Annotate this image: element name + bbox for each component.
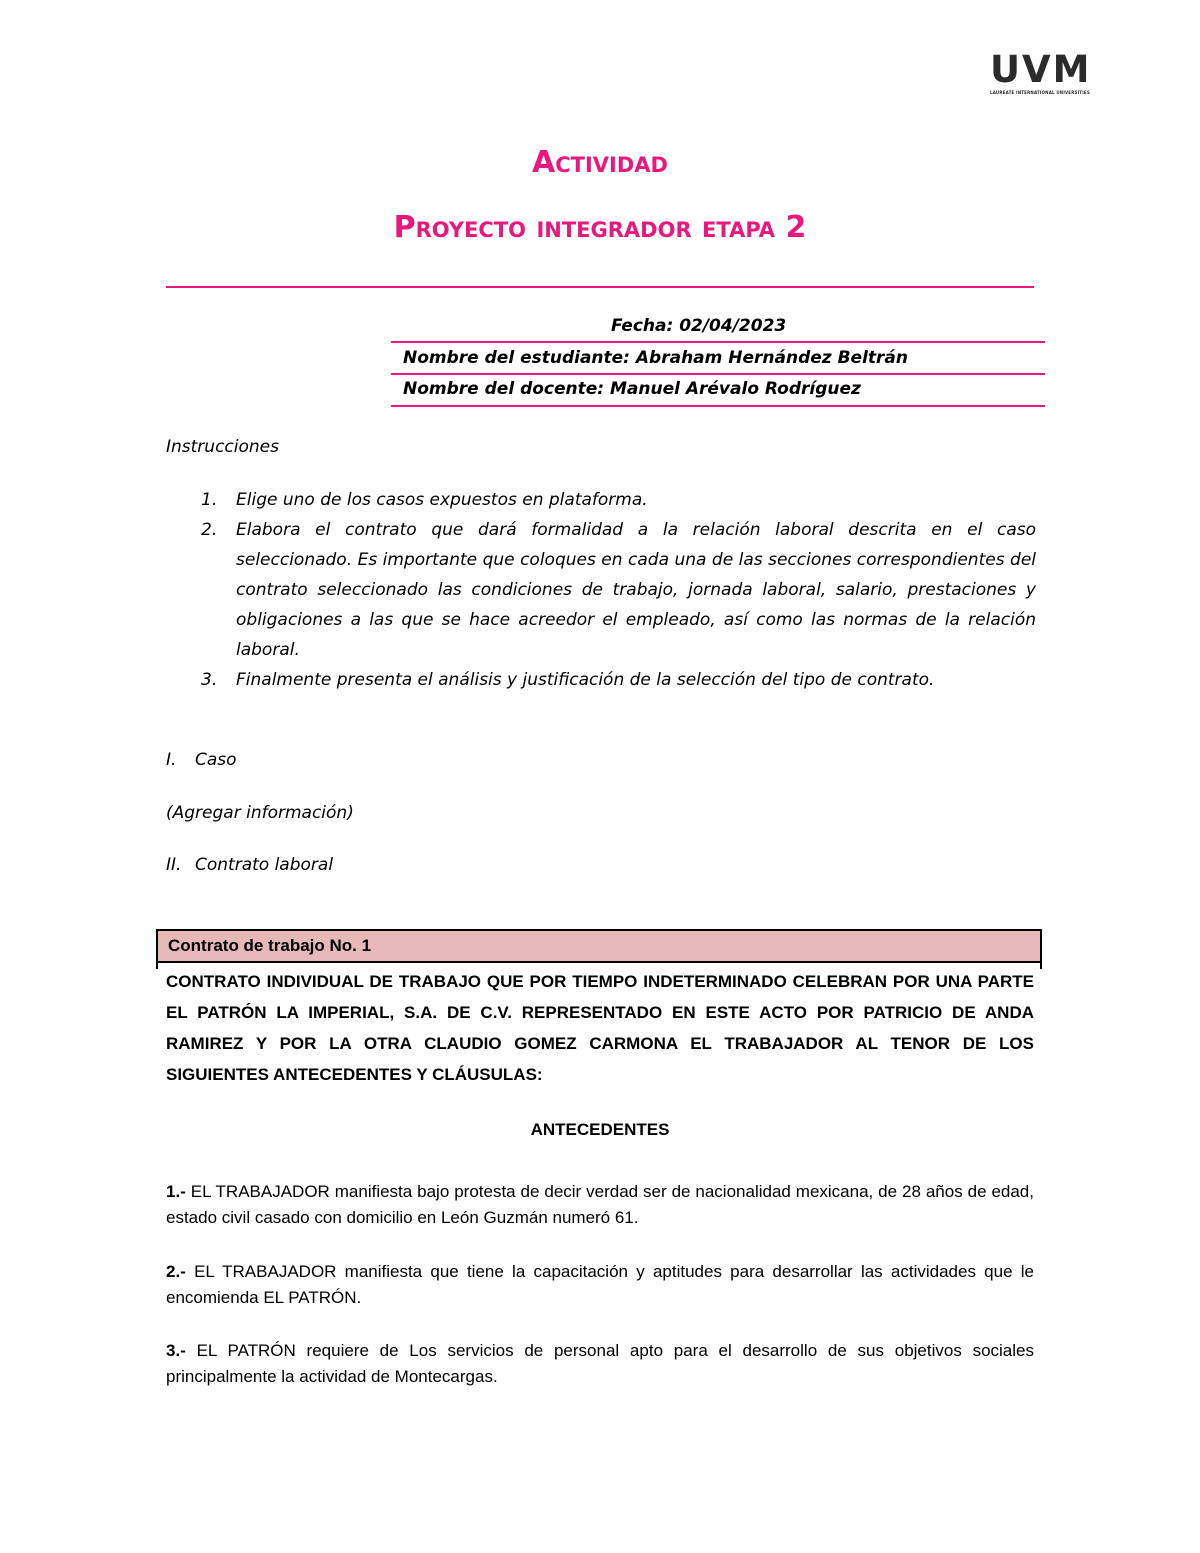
list-item: 1. Elige uno de los casos expuestos en plataforma. (201, 490, 648, 510)
antecedente-item: 3.- EL PATRÓN requiere de Los servicios de personal apto para el desarrollo de sus objetivos sociales principalmente la actividad de Montecargas. (166, 1341, 1034, 1386)
contract-header-label: Contrato de trabajo No. 1 (168, 936, 372, 955)
uvm-logo (990, 50, 1112, 95)
caso-placeholder: (Agregar información) (166, 803, 354, 823)
instructions-list (166, 485, 1036, 695)
meta-divider (391, 373, 1045, 375)
section-caso: I. Caso (166, 750, 237, 770)
title-divider (166, 286, 1034, 288)
page-subtitle: Proyecto integrador etapa 2 (393, 210, 807, 245)
logo-text: UVM (990, 48, 1092, 91)
date-label: Fecha: 02/04/2023 (611, 316, 787, 336)
instructions-heading: Instrucciones (166, 437, 279, 457)
list-item: 3. Finalmente presenta el análisis y justificación de la selección del tipo de contrato. (201, 670, 935, 690)
antecedente-item: 2.- EL TRABAJADOR manifiesta que tiene la capacitación y aptitudes para desarrollar las actividades que le encomienda EL PATRÓN. (166, 1262, 1034, 1307)
antecedente-item: 1.- EL TRABAJADOR manifiesta bajo protesta de decir verdad ser de nacionalidad mexicana, de 28 años de edad, estado civil casado con domicilio en León Guzmán numeró 61. (166, 1182, 1034, 1227)
section-contrato: II. Contrato laboral (166, 855, 334, 875)
teacher-name: Nombre del docente: Manuel Arévalo Rodríguez (403, 379, 861, 399)
logo-subtext: LAUREATE INTERNATIONAL UNIVERSITIES (990, 90, 1090, 95)
antecedentes-heading: ANTECEDENTES (530, 1120, 670, 1139)
meta-divider (391, 341, 1045, 343)
meta-divider (391, 405, 1045, 407)
page-title: Actividad (532, 145, 668, 180)
student-name: Nombre del estudiante: Abraham Hernández Beltrán (403, 348, 909, 368)
contract-header (156, 929, 1042, 963)
contract-intro: CONTRATO INDIVIDUAL DE TRABAJO QUE POR TIEMPO INDETERMINADO CELEBRAN POR UNA PARTE EL PATRÓN LA IMPERIAL, S.A. DE C.V. REPRESENTADO EN ESTE ACTO POR PATRICIO DE ANDA RAMIREZ Y POR LA OTRA CLAUDIO GOMEZ CARMONA EL TRABAJADOR AL TENOR DE LOS SIGUIENTES ANTECEDENTES Y CLÁUSULAS: (166, 972, 1034, 1084)
list-item: 2. Elabora el contrato que dará formalidad a la relación laboral descrita en el caso seleccionado. Es importante que coloques en cada una de las secciones correspondientes del contrato seleccionado las condiciones de trabajo, jornada laboral, salario, prestaciones y obligaciones a las que se hace acreedor el empleado, así como las normas de la relación laboral. (201, 520, 1036, 660)
